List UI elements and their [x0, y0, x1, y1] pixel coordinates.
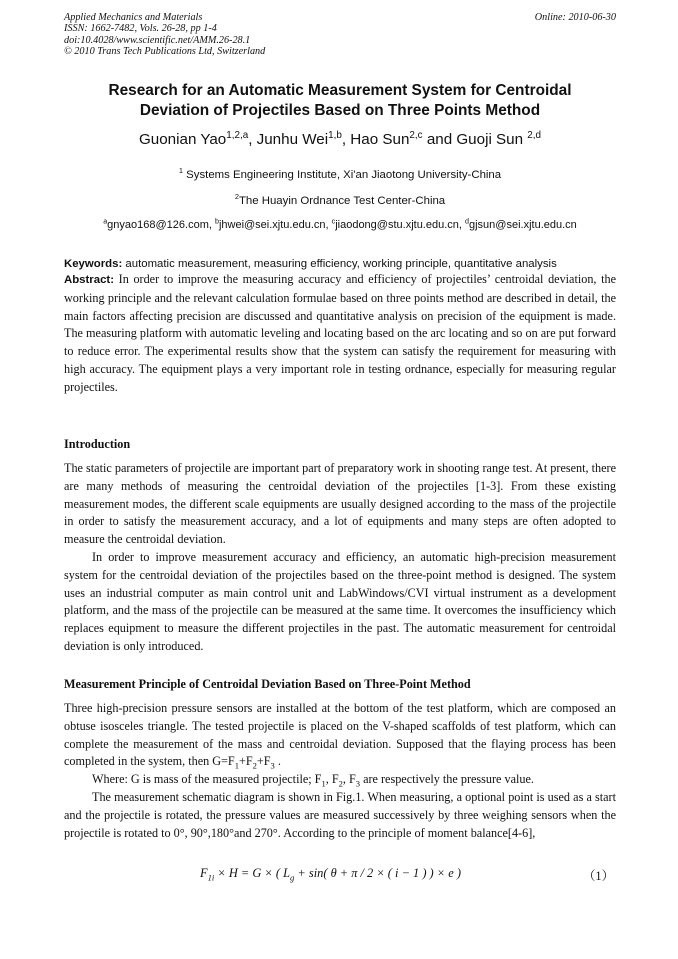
- author-1-affil: 1,2,a: [226, 129, 249, 141]
- where-text: Where: G is mass of the measured projectile; F: [92, 772, 322, 787]
- sub-2: 2: [252, 760, 257, 771]
- keywords: [64, 257, 616, 272]
- section-heading-measurement: Measurement Principle of Centroidal Deviation Based on Three-Point Method: [64, 677, 471, 691]
- abstract: [64, 271, 616, 397]
- title-line-2: Deviation of Projectiles Based on Three Points Method: [139, 102, 541, 119]
- author-emails: [64, 218, 616, 232]
- equation-1: [200, 866, 461, 881]
- measurement-p1-text: Three high-precision pressure sensors are installed at the bottom of the test platform, which are composed an obtuse isosceles triangle. The tested projectile is placed on the V-shaped scaffolds of test platform, which can complete the measurement of the mass and centroidal deviation. Supposed that the flaying process has been completed in the system, then G=F: [64, 701, 616, 769]
- author-2-affil: 1,b: [328, 129, 342, 141]
- measurement-paragraph-1: [64, 700, 616, 771]
- sub-3: 3: [270, 760, 275, 771]
- eq-lg-sub: g: [290, 872, 295, 883]
- doi-line[interactable]: doi:10.4028/www.scientific.net/AMM.26-28.1: [64, 34, 251, 46]
- sub-3: 3: [355, 778, 361, 789]
- keywords-label: Keywords:: [64, 258, 123, 270]
- author-list: [64, 130, 616, 150]
- sub-1: 1: [234, 760, 239, 771]
- affiliation-1-mark: 1: [178, 166, 183, 176]
- copyright-line: © 2010 Trans Tech Publications Ltd, Switzerland: [64, 45, 266, 57]
- plus-f: +F: [256, 754, 271, 769]
- affiliation-2-mark: 2: [234, 192, 239, 202]
- email-2[interactable]: jhwei@sei.xjtu.edu.cn,: [218, 219, 332, 231]
- abstract-text: In order to improve the measuring accuracy and efficiency of projectiles’ centroidal deviation, the working principle and the relevant calculation formulae based on three points method are described in detail, the main factors affecting precision are discussed and quantitative analysis on precision of the equipment is made. The measuring platform with automatic leveling and locating based on the arc locating and so on are put forward to reduce error. The experimental results show that the system can satisfy the requirement for measuring with high accuracy. The equipment plays a very important role in testing ordnance, especially for measuring regular projectiles.: [64, 272, 616, 394]
- intro-paragraph-1: The static parameters of projectile are important part of preparatory work in shooting range test. At present, there are many methods of measuring the centroidal deviation of the projectiles [1-3]. From these existing measurement modes, the different scale equipments are usually designed according to the mass of the projectile in order to satisfy the measurement accuracy, and a lot of equipments and many steps are often adopted to measure the centroidal deviation.: [64, 461, 616, 547]
- affiliation-1-text: Systems Engineering Institute, Xi'an Jiaotong University-China: [183, 169, 502, 181]
- author-4: and Guoji Sun: [422, 131, 528, 148]
- intro-paragraph-2: In order to improve measurement accuracy and efficiency, an automatic high-precision measurement system for the centroidal deviation of the projectiles based on the three-point method is designed. The system uses an industrial computer as main control unit and LabWindows/CVI virtual instrument as a development platform, and the mass of the projectile can be measured at the same time. It overcomes the insufficiency which replaces equipment to measure the different projectiles in the past. The automatic measurement for centroidal deviation is only introduced.: [64, 549, 616, 653]
- email-2-mark: b: [214, 217, 219, 226]
- paper-title: [64, 81, 616, 121]
- email-3-mark: c: [331, 217, 336, 226]
- keywords-text: automatic measurement, measuring efficiency, working principle, quantitative analysis: [122, 258, 557, 270]
- comma-f: , F: [325, 772, 339, 787]
- author-3: , Hao Sun: [341, 131, 410, 148]
- affiliation-1: [64, 168, 616, 182]
- plus-f: +F: [238, 754, 253, 769]
- journal-name: Applied Mechanics and Materials: [64, 12, 203, 23]
- measurement-paragraph-2: [64, 771, 616, 789]
- author-3-affil: 2,c: [409, 129, 423, 141]
- sub-2: 2: [338, 778, 343, 789]
- issn-line: ISSN: 1662-7482, Vols. 26-28, pp 1-4: [64, 23, 217, 35]
- journal-header: [64, 12, 265, 57]
- email-1[interactable]: gnyao168@126.com,: [107, 219, 215, 231]
- email-1-mark: a: [103, 217, 108, 226]
- section-heading-introduction: Introduction: [64, 437, 131, 451]
- affiliation-2-text: The Huayin Ordnance Test Center-China: [238, 195, 446, 207]
- author-1: Guonian Yao: [138, 131, 227, 148]
- online-date: Online: 2010-06-30: [534, 12, 616, 23]
- eq-lhs-sub: 1i: [207, 872, 215, 883]
- author-4-affil: 2,d: [527, 129, 542, 141]
- affiliation-2: [64, 194, 616, 208]
- measurement-paragraph-3: The measurement schematic diagram is shown in Fig.1. When measuring, a optional point is used as a start and the projectile is rotated, the pressure values are measured successively by three weighing sensors when the projectile is rotated to 0°, 90°,180°and 270°. According to the principle of moment balance[4-6],: [64, 789, 616, 840]
- email-4[interactable]: gjsun@sei.xjtu.edu.cn: [469, 219, 577, 231]
- equation-number: （1）: [583, 869, 614, 883]
- period: .: [274, 754, 281, 769]
- eq-rhs: + sin( θ + π / 2 × ( i − 1 ) ) × e ): [294, 866, 461, 880]
- eq-lhs: F: [200, 866, 208, 880]
- sub-1: 1: [321, 778, 326, 789]
- pressure-text: are respectively the pressure value.: [360, 772, 534, 787]
- email-4-mark: d: [465, 217, 469, 226]
- measurement-body: [64, 700, 616, 842]
- title-line-1: Research for an Automatic Measurement System for Centroidal: [108, 82, 572, 99]
- comma-f: , F: [342, 772, 356, 787]
- email-3[interactable]: jiaodong@stu.xjtu.edu.cn,: [335, 219, 466, 231]
- author-2: , Junhu Wei: [248, 131, 329, 148]
- abstract-label: Abstract:: [64, 274, 115, 286]
- eq-mid: × H = G × ( L: [214, 866, 290, 880]
- introduction-body: [64, 460, 616, 656]
